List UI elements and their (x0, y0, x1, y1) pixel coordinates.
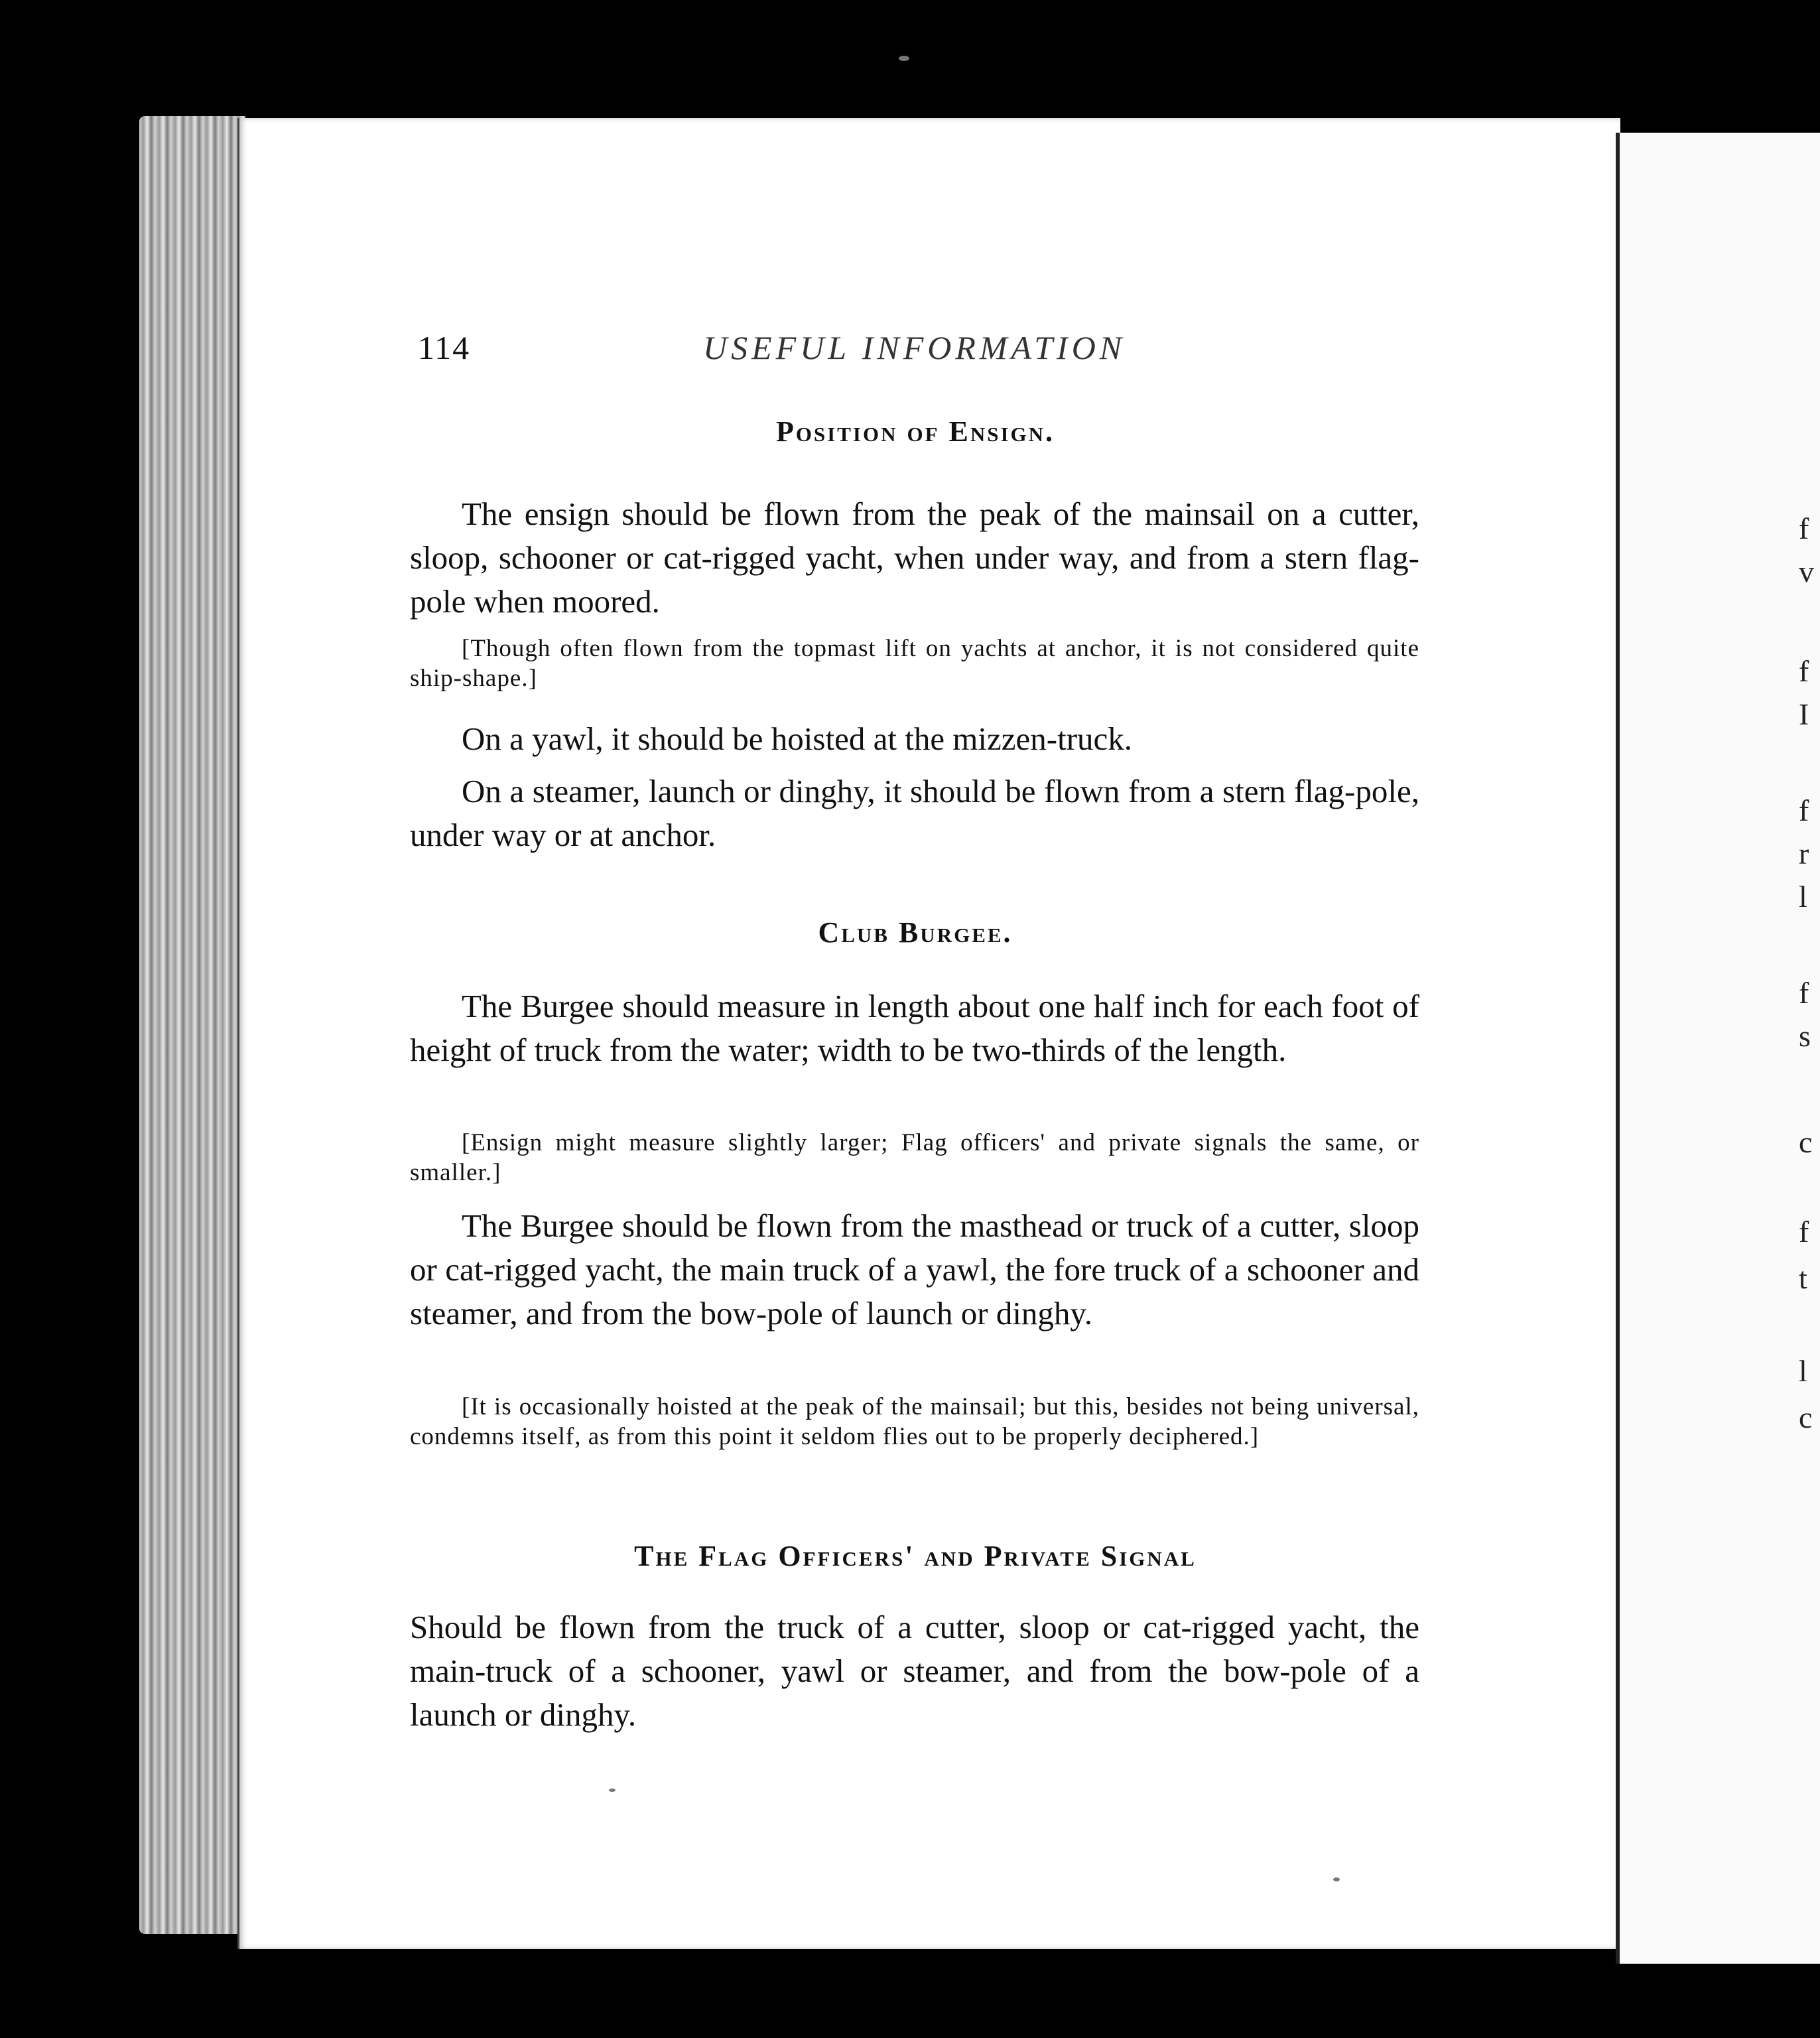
running-title: USEFUL INFORMATION (703, 329, 1126, 366)
speck (1333, 1877, 1340, 1881)
facing-page-letter: f (1799, 511, 1809, 545)
paragraph: On a steamer, launch or dinghy, it should be flown from a stern flag-pole, under way or at anchor. (410, 773, 1419, 853)
footnote: [It is occasionally hoisted at the peak of the mainsail; but this, besides not being universal, condemns itself, as from this point it seldom flies out to be properly deciphered.] (410, 1393, 1419, 1450)
facing-page-letter: l (1799, 1354, 1807, 1388)
paragraph: Should be flown from the truck of a cutter, sloop or cat-rigged yacht, the main-truck of a schooner, yawl or steamer, and from the bow-pole of a launch or dinghy. (410, 1609, 1419, 1733)
facing-page-letter: f (1799, 976, 1809, 1010)
paragraph: The Burgee should be flown from the masthead or truck of a cutter, sloop or cat-rigged yacht, the main truck of a yawl, the fore truck of a schooner and steamer, and from the bow-pole of launch or dinghy. (410, 1207, 1419, 1331)
facing-page-letter: f (1799, 793, 1809, 827)
facing-page-letter: l (1799, 880, 1807, 914)
facing-page-letter: s (1799, 1019, 1811, 1053)
speck (609, 1789, 616, 1792)
facing-page-letter: f (1799, 654, 1809, 688)
section-heading: The Flag Officers' and Private Signal (634, 1540, 1197, 1572)
facing-page (1616, 133, 1820, 1964)
page-number: 114 (418, 329, 471, 366)
facing-page-letter: c (1799, 1125, 1813, 1159)
paragraph: The ensign should be flown from the peak of the mainsail on a cutter, sloop, schooner or cat-rigged yacht, when under way, and from a stern flag-pole when moored. (410, 496, 1419, 620)
facing-page-letter: r (1799, 837, 1809, 870)
speck (899, 56, 909, 61)
section-heading: Club Burgee. (818, 916, 1013, 949)
paragraph: On a yawl, it should be hoisted at the mizzen-truck. (462, 720, 1133, 757)
facing-page-letter: I (1799, 697, 1809, 731)
footnote: [Ensign might measure slightly larger; Flag officers' and private signals the same, or smaller.] (410, 1129, 1419, 1186)
facing-page-letter: c (1799, 1400, 1813, 1434)
running-head (418, 328, 1413, 368)
facing-page-letter: v (1799, 555, 1814, 588)
section-heading: Position of Ensign. (775, 415, 1055, 448)
facing-page-letter: f (1799, 1215, 1809, 1249)
paragraph: The Burgee should measure in length about one half inch for each foot of height of truck from the water; width to be two-thirds of the length. (410, 988, 1419, 1068)
facing-page-letter: t (1799, 1261, 1807, 1295)
footnote: [Though often flown from the topmast lift on yachts at anchor, it is not considered quite ship-shape.] (410, 635, 1419, 692)
book-page-edges (139, 116, 245, 1934)
